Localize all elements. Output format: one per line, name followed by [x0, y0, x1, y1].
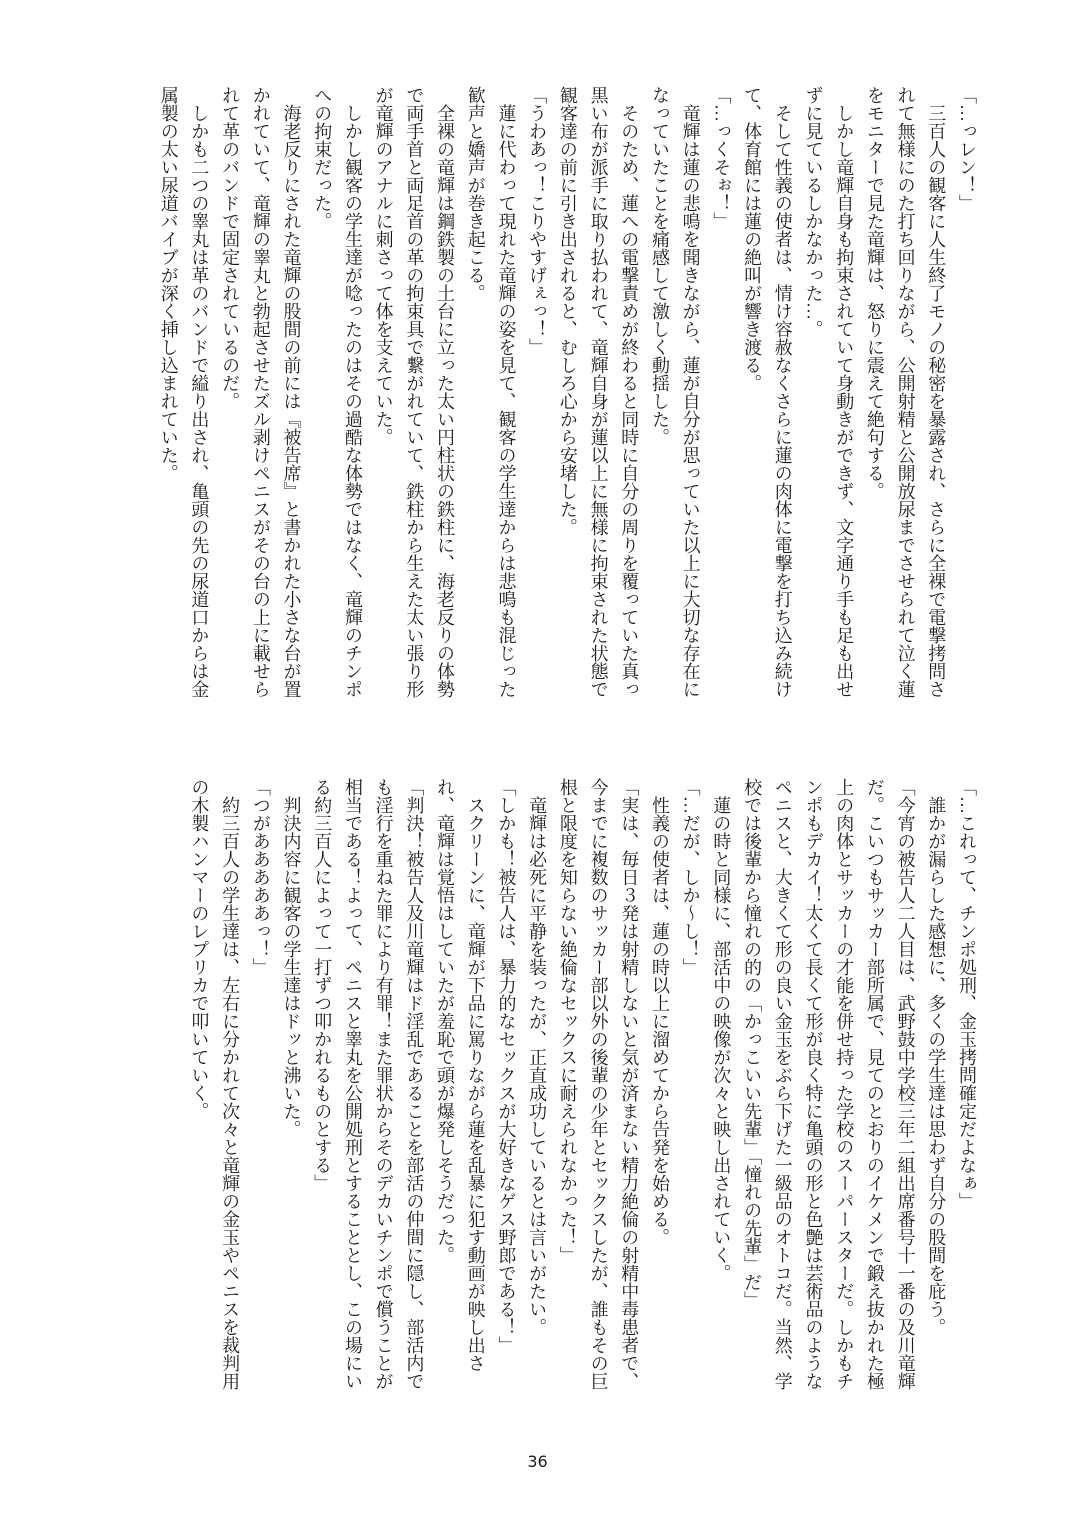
paragraph: そのため、蓮への電撃責めが終わると同時に自分の周りを覆っていた真っ黒い布が派手に取り払われて、竜輝自身が蓮以上に無様に拘束された状態で観客達の前に引き出されると、むしろ心から安堵した。 [557, 86, 640, 698]
paragraph: 「しかも！被告人は、暴力的なセックスが大好きなゲス野郎である！」 [496, 778, 517, 1354]
paragraph: 「…っくそぉ！」 [711, 86, 732, 230]
paragraph: しかし観客の学生達が唸ったのはその過酷な体勢ではなく、竜輝のチンポへの拘束だった。 [312, 86, 363, 698]
text-block-bottom [184, 778, 982, 1395]
paragraph: 全裸の竜輝は鋼鉄製の土台に立った太い円柱状の鉄柱に、海老反りの体勢で両手首と両足首の革の拘束具で繋がれていて、鉄柱から生えた太い張り形が竜輝のアナルに刺さって体を支えていた。 [373, 86, 456, 698]
paragraph: 「実は、毎日３発は射精しないと気が済まない精力絶倫の射精中毒患者で、今までに複数のサッカー部以外の後輩の少年とセックスしたが、誰もその巨根と限度を知らない絶倫なセックスに耐えられなかった！」 [557, 778, 640, 1390]
page-number: 36 [527, 1452, 548, 1471]
paragraph: 「判決！被告人及川竜輝はド淫乱であることを部活の仲間に隠し、部活内でも淫行を重ねた罪により有罪！また罪状からそのデカいチンポで償うことが相当である！よって、ペニスと睾丸を公開処刑とすることとし、この場にいる約三百人によって一打ずつ叩かれるものとする」 [312, 778, 425, 1390]
paragraph: しかし竜輝自身も拘束されていて身動きができず、文字通り手も足も出せずに見ているしかなかった…。 [803, 86, 855, 698]
paragraph: 誰かが漏らした感想に、多くの学生達は思わず自分の股間を庇う。 [926, 796, 947, 1336]
paragraph: 竜輝は蓮の悲鳴を聞きながら、蓮が自分が思っていた以上に大切な存在になっていたことを痛感して激しく動揺した。 [649, 86, 701, 698]
paragraph: 三百人の観客に人生終了モノの秘密を暴露され、さらに全裸で電撃拷問されて無様にのた打ち回りながら、公開射精と公開放尿までさせられて泣く蓮をモニターで見た竜輝は、怒りに震えて絶句する。 [864, 86, 947, 698]
paragraph: 「…これって、チンポ処刑、金玉拷問確定だよなぁ」 [957, 778, 977, 1210]
paragraph: そして性義の使者は、情け容赦なくさらに蓮の肉体に電撃を打ち込み続けて、体育館には蓮の絶叫が響き渡る。 [742, 86, 793, 698]
paragraph: 海老反りにされた竜輝の股間の前には『被告席』と書かれた小さな台が置かれていて、竜輝の睾丸と勃起させたズル剥けペニスがその台の上に載せられて革のバンドで固定されているのだ。 [220, 86, 302, 698]
paragraph: しかも二つの睾丸は革のバンドで縊り出され、亀頭の先の尿道口からは金属製の太い尿道バイブが深く挿し込まれていた。 [158, 86, 210, 698]
paragraph: 性義の使者は、蓮の時以上に溜めてから告発を始める。 [649, 796, 670, 1246]
paragraph: 蓮の時と同様に、部活中の映像が次々と映し出されていく。 [711, 796, 732, 1282]
paragraph: 「…っレン！」 [957, 86, 977, 212]
paragraph: 「…だが、しか〜し！」 [680, 778, 701, 976]
paragraph: スクリーンに、竜輝が下品に罵りながら蓮を乱暴に犯す動画が映し出され、竜輝は覚悟はしていたが羞恥で頭が爆発しそうだった。 [435, 778, 486, 1372]
paragraph: 判決内容に観客の学生達はドッと沸いた。 [281, 796, 302, 1138]
paragraph: 「つがあああああっ！」 [250, 778, 271, 976]
paragraph: 約三百人の学生達は、左右に分かれて次々と竜輝の金玉やペニスを裁判用の木製ハンマーのレプリカで叩いていく。 [189, 778, 241, 1390]
paragraph: 「今宵の被告人二人目は、武野鼓中学校三年二組出席番号十一番の及川竜輝だ。こいつもサッカー部所属で、見てのとおりのイケメンで鍛え抜かれた極上の肉体とサッカーの才能を併せ持った学校のスーパースターだ。しかもチンポもデカイ！太くて長くて形が良く特に亀頭の形と色艶は芸術品のようなペニスと、大きくて形の良い金玉をぶら下げた一級品のオトコだ。当然、学校では後輩から憧れの的の「かっこいい先輩」「憧れの先輩」だ」 [742, 778, 916, 1390]
text-block-top [153, 86, 982, 703]
paragraph: 蓮に代わって現れた竜輝の姿を見て、観客の学生達からは悲鳴も混じった歓声と嬌声が巻き起こる。 [465, 86, 517, 698]
paragraph: 竜輝は必死に平静を装ったが、正直成功しているとは言いがたい。 [527, 796, 548, 1336]
paragraph: 「うわあっ！こりやすげぇっ！」 [527, 86, 548, 356]
